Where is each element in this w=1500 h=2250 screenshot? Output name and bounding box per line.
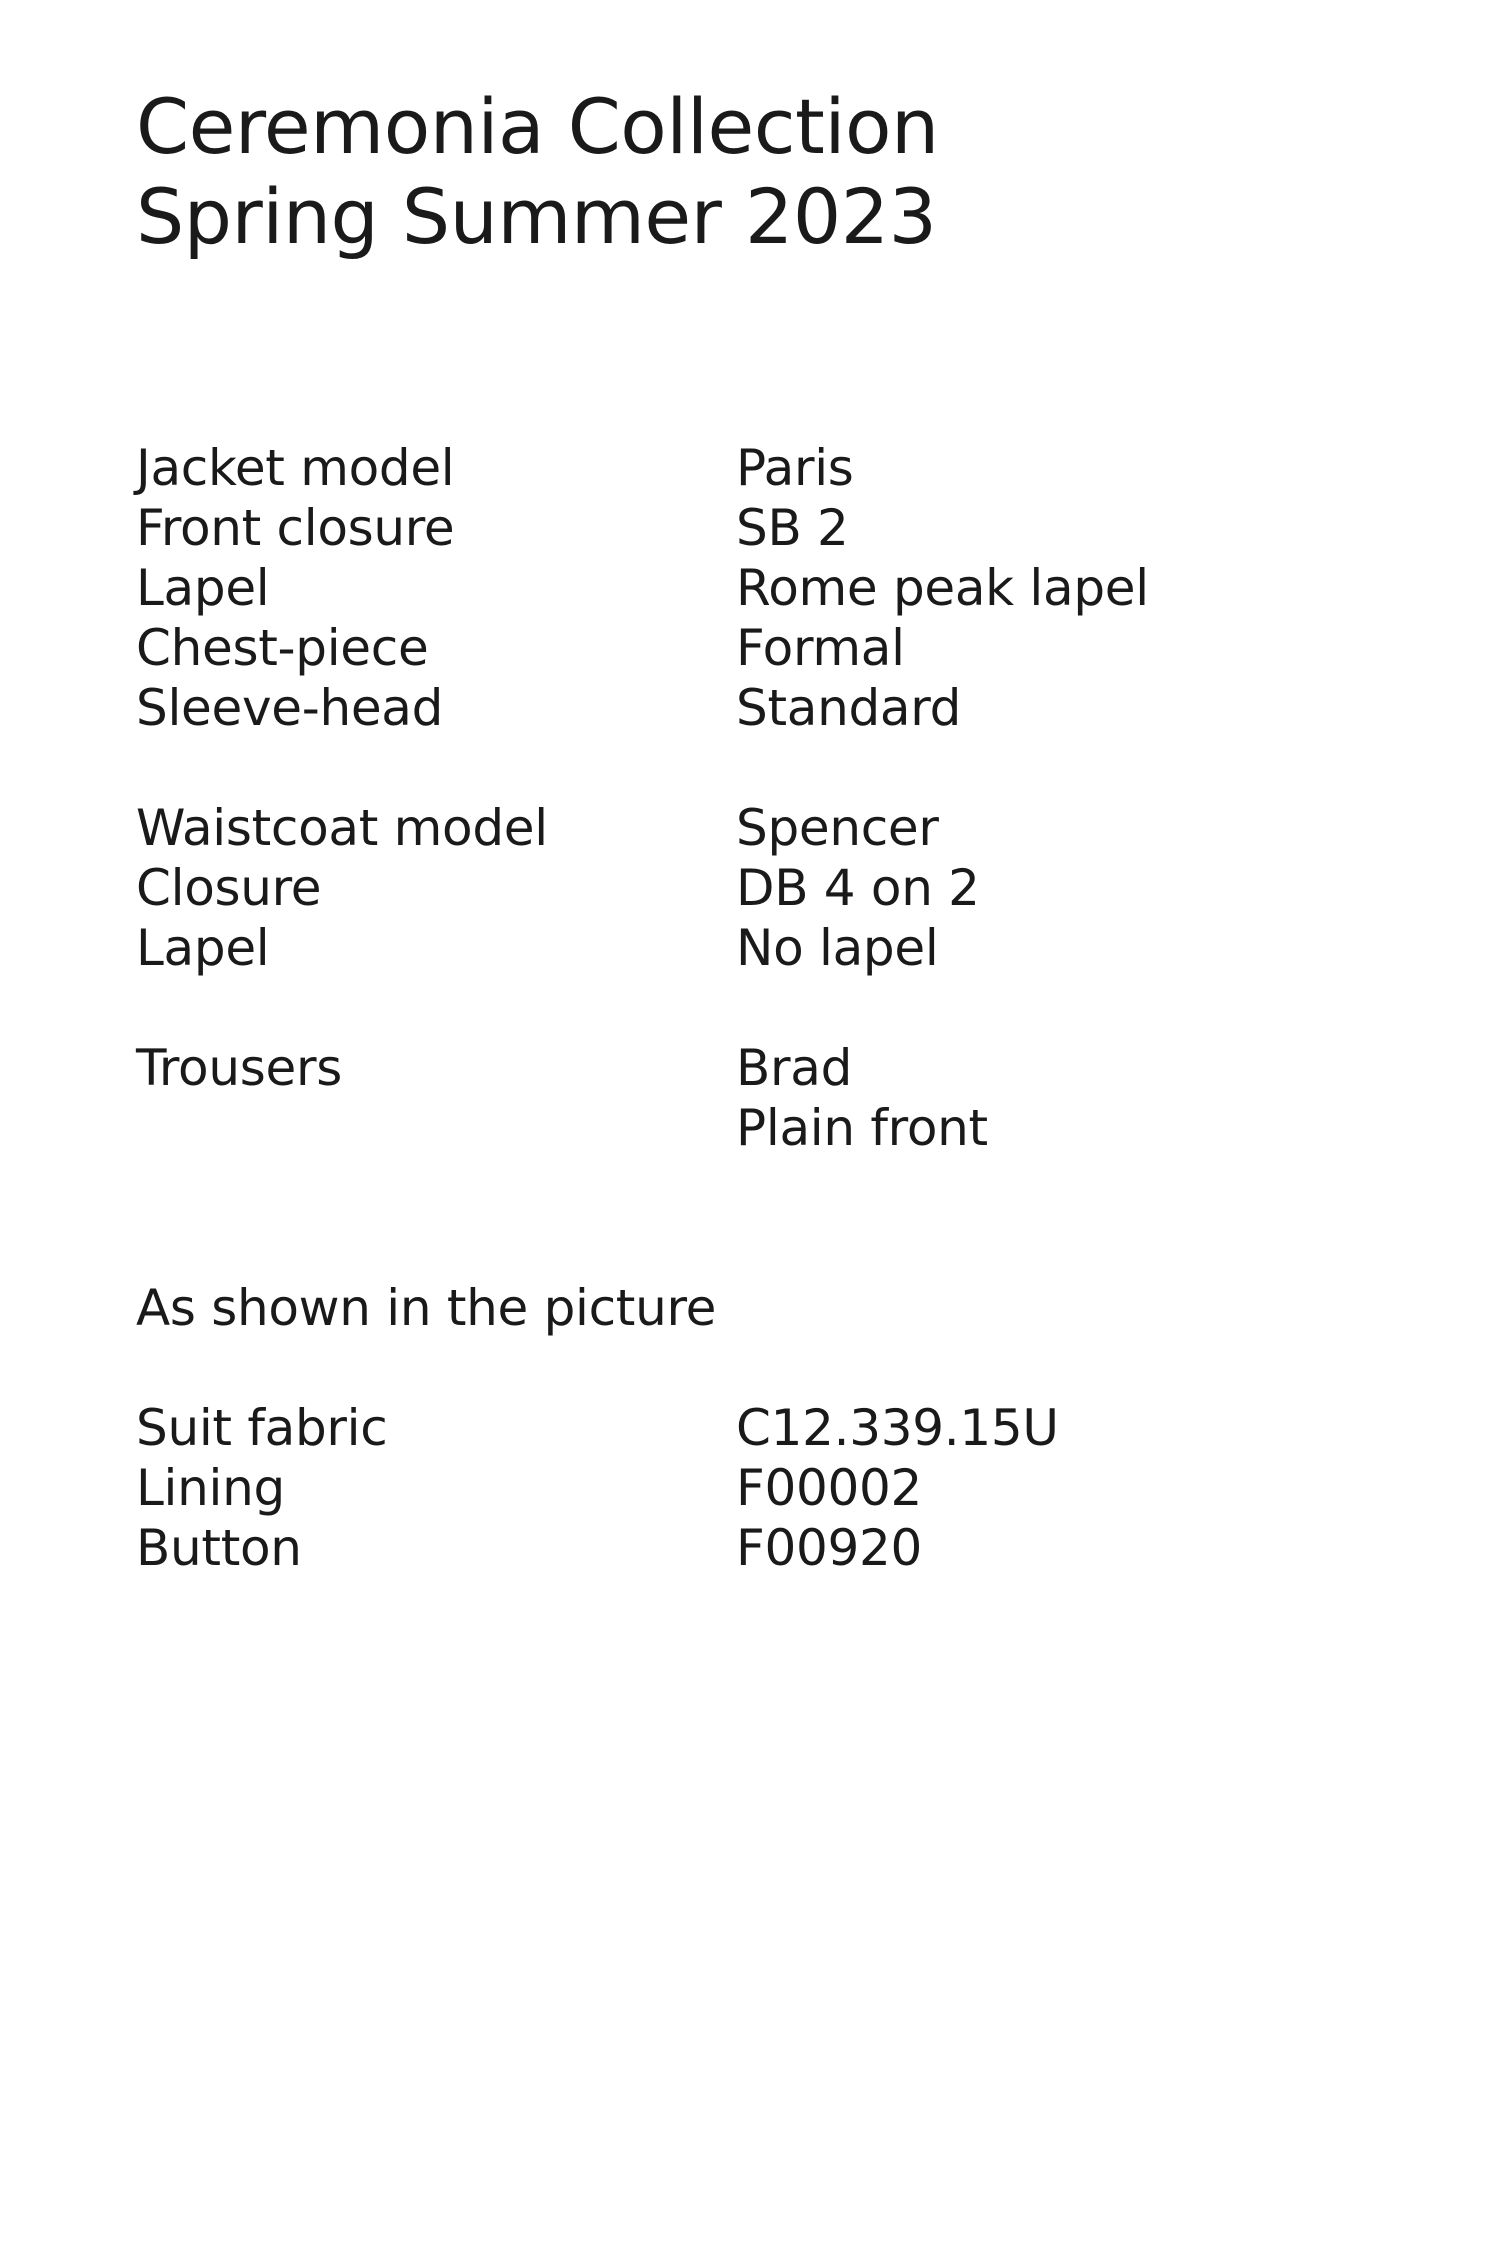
page-title [136,82,939,262]
spec-label: Lapel [136,919,270,977]
spec-row-suit-fabric [136,1398,1386,1458]
spec-value: F00920 [736,1519,923,1577]
spec-row-lining [136,1458,1386,1518]
spec-row-jacket-lapel [136,558,1386,618]
spec-label: Suit fabric [136,1399,388,1457]
spec-label: Sleeve-head [136,679,444,737]
spec-value: Rome peak lapel [736,559,1149,617]
spec-value: No lapel [736,919,939,977]
spec-value: Standard [736,679,962,737]
spec-label: Front closure [136,499,455,557]
spec-value: Spencer [736,799,939,857]
picture-note: As shown in the picture [136,1279,717,1337]
spec-row-trousers-front [136,1098,1386,1158]
spec-row-trousers [136,1038,1386,1098]
spec-value: F00002 [736,1459,923,1517]
spec-row-sleeve-head [136,678,1386,738]
spec-value: SB 2 [736,499,849,557]
spec-label: Waistcoat model [136,799,548,857]
spec-label: Jacket model [136,439,455,497]
spec-label: Chest-piece [136,619,429,677]
spec-label: Trousers [136,1039,342,1097]
spec-value: DB 4 on 2 [736,859,980,917]
title-line-season: Spring Summer 2023 [136,172,937,261]
spec-row-waistcoat-lapel [136,918,1386,978]
spec-label: Closure [136,859,322,917]
spec-value: Brad [736,1039,853,1097]
spec-row-button [136,1518,1386,1578]
spec-value: Paris [736,439,854,497]
spec-label: Lapel [136,559,270,617]
spec-row-jacket-model [136,438,1386,498]
spec-row-chest-piece [136,618,1386,678]
spec-row-waistcoat-closure [136,858,1386,918]
spec-label: Button [136,1519,302,1577]
spec-row-waistcoat-model [136,798,1386,858]
spec-label: Lining [136,1459,285,1517]
spec-row-front-closure [136,498,1386,558]
spec-value: Formal [736,619,905,677]
spec-value: Plain front [736,1099,988,1157]
spec-value: C12.339.15U [736,1399,1059,1457]
title-line-collection: Ceremonia Collection [136,82,939,171]
